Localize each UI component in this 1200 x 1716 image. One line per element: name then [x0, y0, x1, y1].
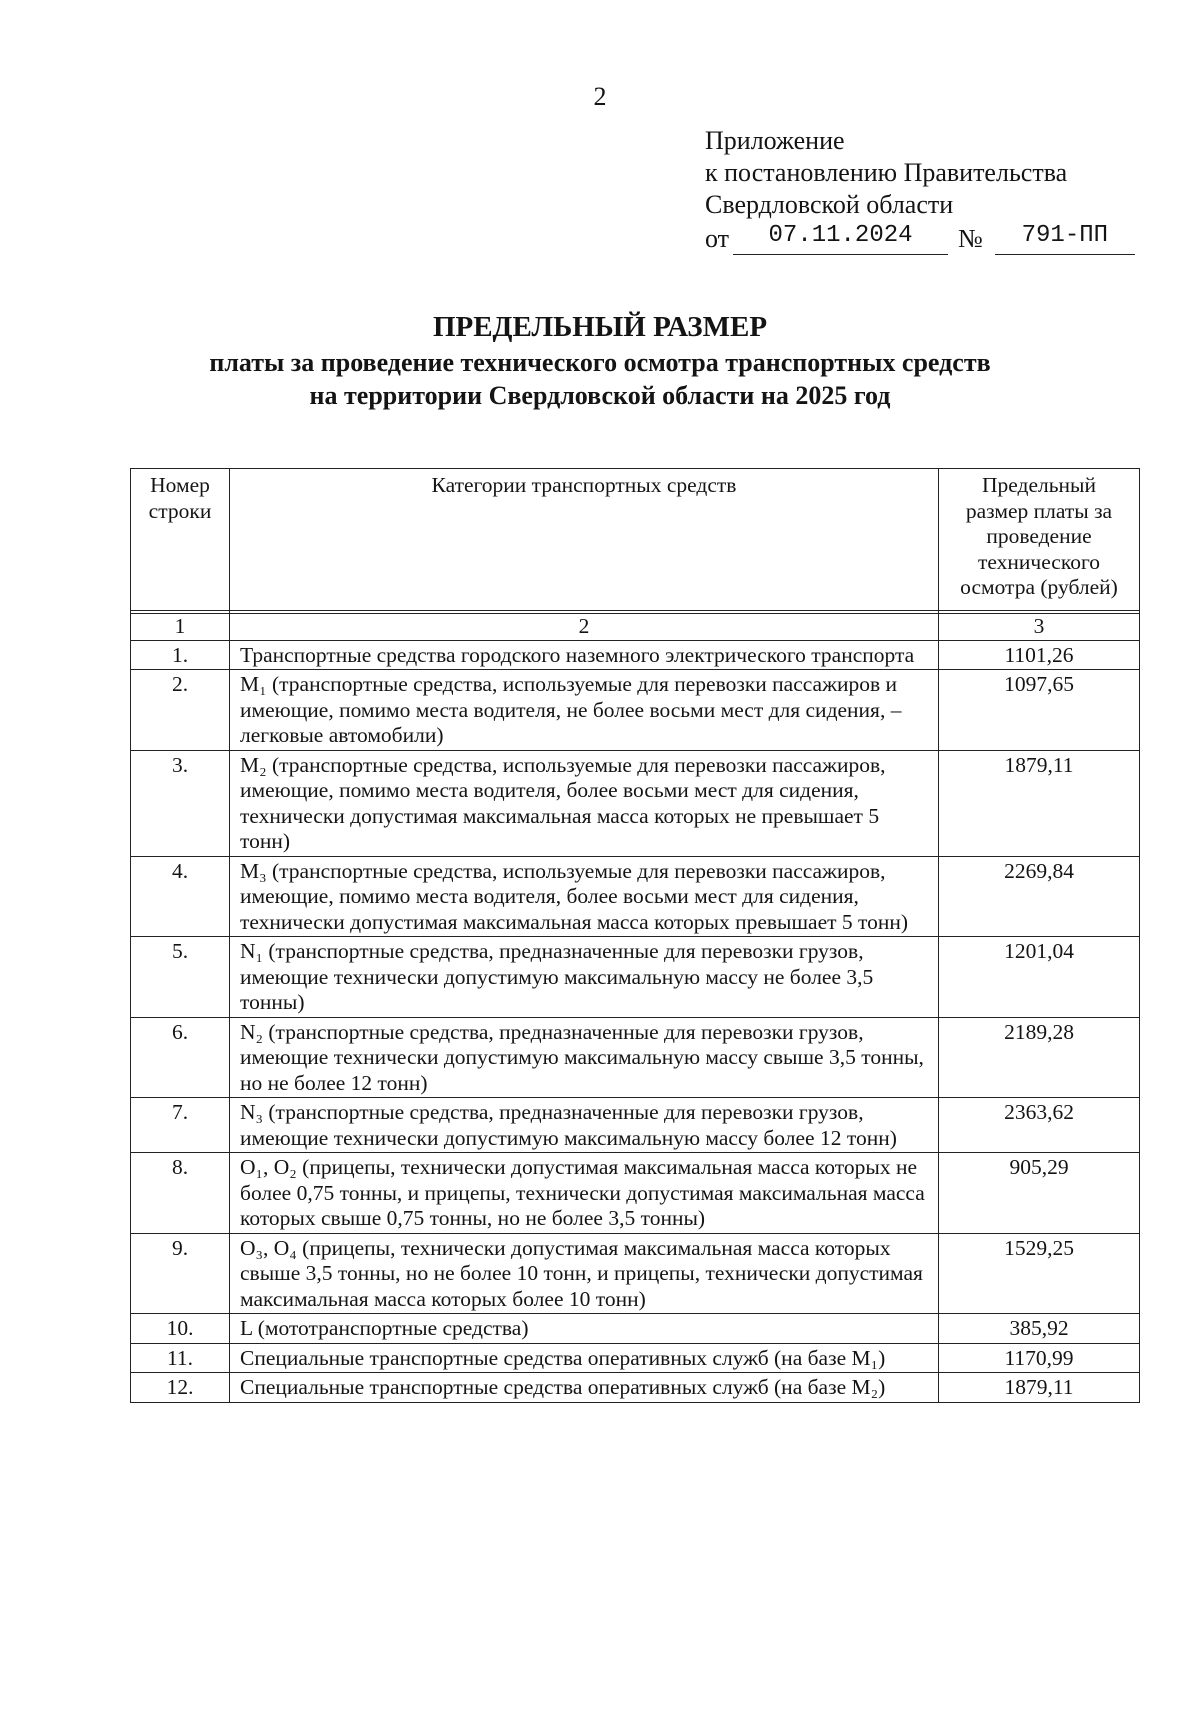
row-number: 10.: [131, 1314, 230, 1344]
table-row: [131, 1233, 1140, 1314]
row-category: N₃ (транспортные средства, предназначенные для перевозки грузов, имеющие технически допустимую максимальную массу более 12 тонн): [230, 1098, 939, 1153]
row-number: 11.: [131, 1343, 230, 1373]
date-label: от: [705, 224, 730, 253]
row-fee: 1879,11: [939, 1373, 1140, 1403]
row-category: O₃, O₄ (прицепы, технически допустимая максимальная масса которых свыше 3,5 тонны, но не более 10 тонн, и прицепы, технически допустимая максимальная масса которых более 10 тонн): [230, 1233, 939, 1314]
row-number: 9.: [131, 1233, 230, 1314]
row-category: L (мототранспортные средства): [230, 1314, 939, 1344]
appendix-line-2: к постановлению Правительства: [705, 158, 1068, 187]
fee-table: [130, 468, 1140, 1403]
header-fee: Предельный размер платы за проведение технического осмотра (рублей): [939, 469, 1140, 611]
column-index: 3: [939, 614, 1140, 641]
row-number: 4.: [131, 856, 230, 937]
row-category: M₁ (транспортные средства, используемые для перевозки пассажиров и имеющие, помимо места водителя, не более восьми мест для сидения, – легковые автомобили): [230, 670, 939, 751]
row-number: 7.: [131, 1098, 230, 1153]
page-number: 2: [593, 82, 607, 111]
row-category: M₂ (транспортные средства, используемые для перевозки пассажиров, имеющие, помимо места водителя, более восьми мест для сидения, технически допустимая максимальная масса которых не превышает 5 тонн): [230, 750, 939, 856]
table-row: [131, 1098, 1140, 1153]
row-category: N₁ (транспортные средства, предназначенные для перевозки грузов, имеющие технически допустимую максимальную массу не более 3,5 тонны): [230, 937, 939, 1018]
row-fee: 1101,26: [939, 640, 1140, 670]
decree-reference: [705, 223, 1145, 255]
row-category: Специальные транспортные средства оперативных служб (на базе M₁): [230, 1343, 939, 1373]
row-fee: 1201,04: [939, 937, 1140, 1018]
row-fee: 2363,62: [939, 1098, 1140, 1153]
table-header-row: [131, 469, 1140, 611]
appendix-line-1: Приложение: [705, 126, 845, 155]
table-row: [131, 1373, 1140, 1403]
column-index: 1: [131, 614, 230, 641]
row-number: 1.: [131, 640, 230, 670]
row-number: 5.: [131, 937, 230, 1018]
row-fee: 1879,11: [939, 750, 1140, 856]
appendix-line-3: Свердловской области: [705, 190, 954, 219]
row-number: 2.: [131, 670, 230, 751]
number-label: №: [958, 224, 983, 253]
table-row: [131, 856, 1140, 937]
row-number: 12.: [131, 1373, 230, 1403]
table-row: [131, 640, 1140, 670]
decree-date: 07.11.2024: [733, 224, 948, 255]
row-fee: 385,92: [939, 1314, 1140, 1344]
title-main: ПРЕДЕЛЬНЫЙ РАЗМЕР: [432, 311, 768, 343]
row-fee: 2269,84: [939, 856, 1140, 937]
header-category: Категории транспортных средств: [230, 469, 939, 611]
row-category: N₂ (транспортные средства, предназначенные для перевозки грузов, имеющие технически допустимую максимальную массу свыше 3,5 тонны, но не более 12 тонн): [230, 1017, 939, 1098]
row-number: 3.: [131, 750, 230, 856]
row-fee: 2189,28: [939, 1017, 1140, 1098]
decree-number: 791-ПП: [995, 224, 1135, 255]
row-fee: 1170,99: [939, 1343, 1140, 1373]
row-fee: 1529,25: [939, 1233, 1140, 1314]
table-row: [131, 937, 1140, 1018]
title-subtitle-1: платы за проведение технического осмотра транспортных средств: [209, 348, 991, 377]
column-index: 2: [230, 614, 939, 641]
column-index-row: [131, 614, 1140, 641]
row-fee: 905,29: [939, 1153, 1140, 1234]
table-row: [131, 1017, 1140, 1098]
table-row: [131, 750, 1140, 856]
row-category: O₁, O₂ (прицепы, технически допустимая максимальная масса которых не более 0,75 тонны, и прицепы, технически допустимая максимальная масса которых свыше 0,75 тонны, но не более 3,5 тонны): [230, 1153, 939, 1234]
row-category: Транспортные средства городского наземного электрического транспорта: [230, 640, 939, 670]
table-row: [131, 1314, 1140, 1344]
row-fee: 1097,65: [939, 670, 1140, 751]
table-row: [131, 1153, 1140, 1234]
header-row-number: Номер строки: [131, 469, 230, 611]
row-number: 6.: [131, 1017, 230, 1098]
row-category: M₃ (транспортные средства, используемые для перевозки пассажиров, имеющие, помимо места водителя, более восьми мест для сидения, технически допустимая максимальная масса которых превышает 5 тонн): [230, 856, 939, 937]
row-category: Специальные транспортные средства оперативных служб (на базе M₂): [230, 1373, 939, 1403]
row-number: 8.: [131, 1153, 230, 1234]
title-subtitle-2: на территории Свердловской области на 2025 год: [309, 381, 891, 410]
document-title: [0, 308, 1200, 412]
appendix-block: [705, 125, 1145, 255]
table-row: [131, 670, 1140, 751]
table-row: [131, 1343, 1140, 1373]
